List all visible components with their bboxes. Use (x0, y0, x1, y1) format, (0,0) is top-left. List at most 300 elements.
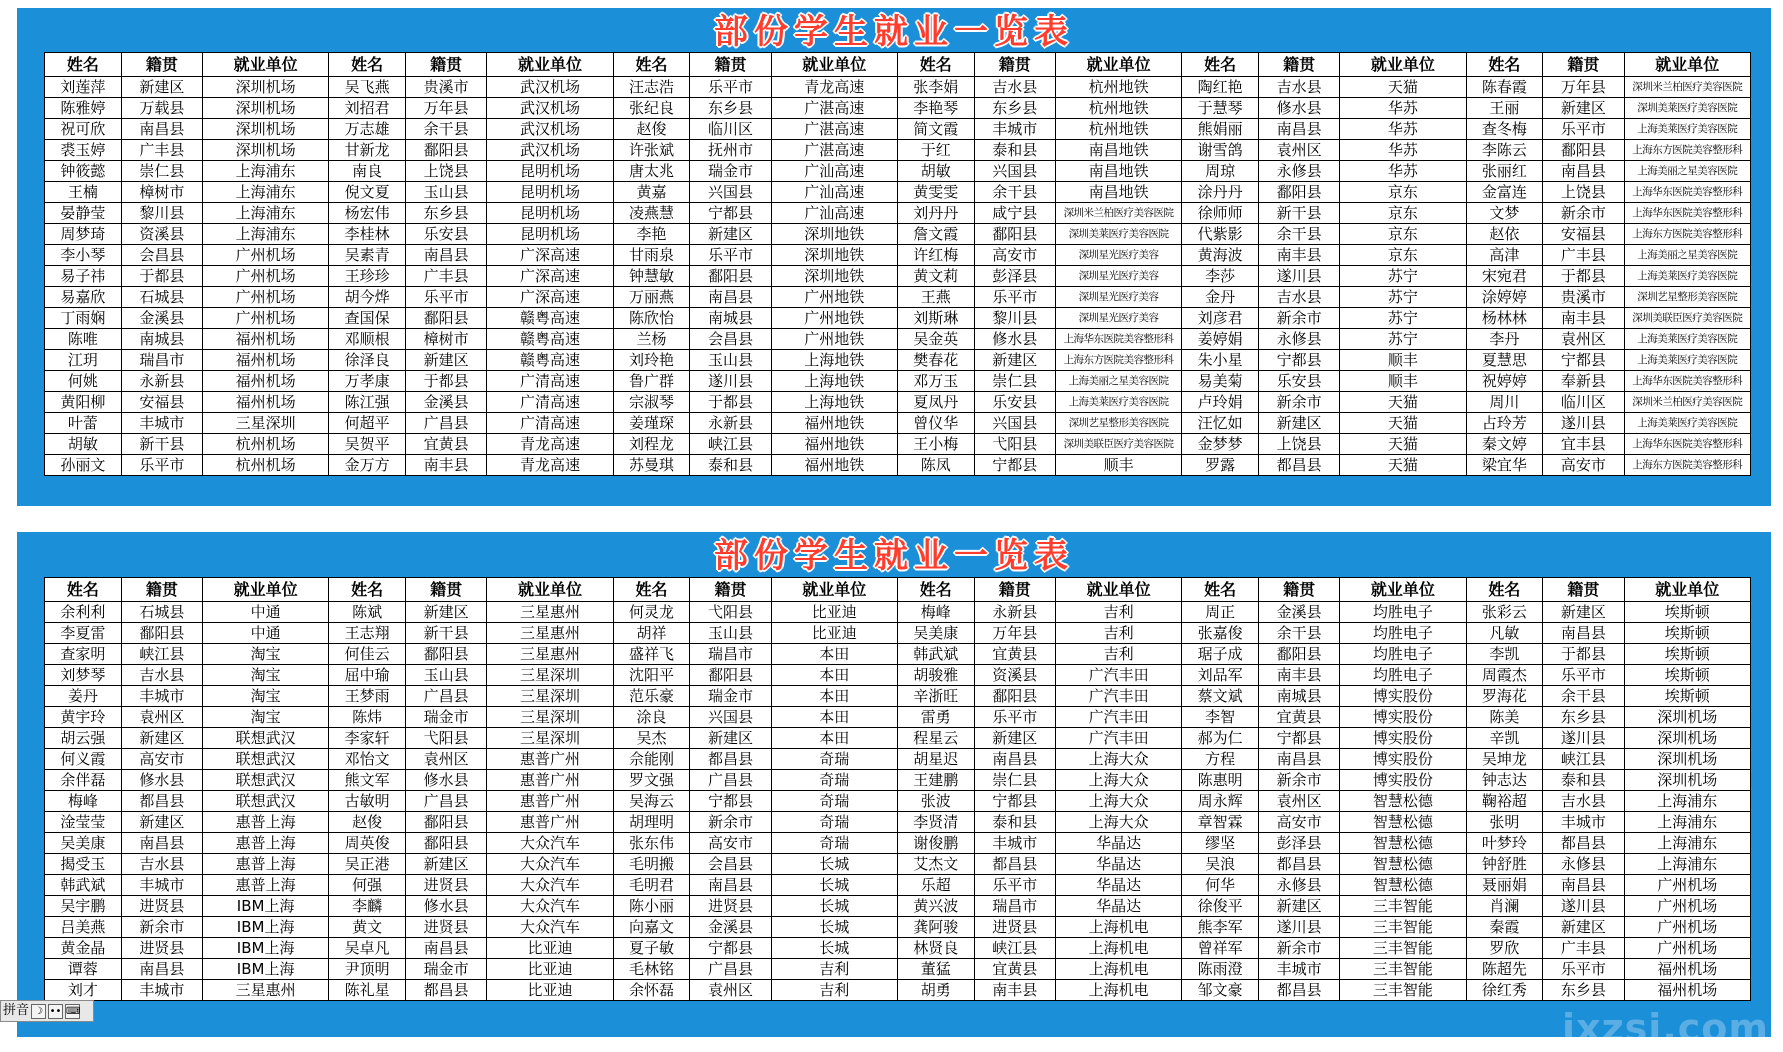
table-cell: 上海大众 (1055, 770, 1181, 791)
table-cell: 王珍珍 (329, 266, 406, 287)
table-cell: IBM上海 (202, 896, 328, 917)
table-cell: 何华 (1182, 875, 1259, 896)
table-cell: 乐超 (897, 875, 974, 896)
table-cell: 陶红艳 (1182, 77, 1259, 98)
table-cell: 樟树市 (406, 329, 487, 350)
table-cell: 惠普上海 (202, 875, 328, 896)
table-cell: 胡骏雅 (897, 665, 974, 686)
table-cell: 杭州机场 (202, 455, 328, 476)
table-cell: 王志翔 (329, 623, 406, 644)
table-cell: 吴贺平 (329, 434, 406, 455)
table-cell: 余干县 (1258, 623, 1339, 644)
table-cell: 三丰智能 (1340, 917, 1466, 938)
table-cell: 韩武斌 (45, 875, 122, 896)
table-cell: 上海美莱医疗美容医院 (1624, 119, 1750, 140)
table-cell: 上海浦东 (202, 161, 328, 182)
table-cell: 京东 (1340, 245, 1466, 266)
table-cell: 吉水县 (1258, 287, 1339, 308)
table-cell: 高安市 (121, 749, 202, 770)
table-cell: 赣粤高速 (487, 308, 613, 329)
table-cell: 王小梅 (897, 434, 974, 455)
table-cell: 淦莹莹 (45, 812, 122, 833)
table-cell: 广昌县 (406, 791, 487, 812)
table-cell: 黄宇玲 (45, 707, 122, 728)
table-cell: 淘宝 (202, 686, 328, 707)
table-cell: 于都县 (406, 371, 487, 392)
table-cell: 刘才 (45, 980, 122, 1001)
table-cell: 石城县 (121, 602, 202, 623)
table-cell: 京东 (1340, 182, 1466, 203)
table-cell: 三星深圳 (487, 686, 613, 707)
table-cell: 丰城市 (974, 119, 1055, 140)
table-cell: 许张斌 (613, 140, 690, 161)
table-cell: 上海机电 (1055, 917, 1181, 938)
table-cell: 广汽丰田 (1055, 686, 1181, 707)
table-cell: 深圳星光医疗美容 (1055, 266, 1181, 287)
table-row (45, 707, 1751, 728)
table-cell: 鄱阳县 (406, 140, 487, 161)
table-cell: 福州地铁 (771, 455, 897, 476)
table-cell: 青龙高速 (487, 455, 613, 476)
table-cell: 武汉机场 (487, 98, 613, 119)
table-cell: 沈阳平 (613, 665, 690, 686)
table-cell: 张纪良 (613, 98, 690, 119)
table-cell: 昆明机场 (487, 224, 613, 245)
column-header: 就业单位 (771, 53, 897, 77)
table-cell: 李桂林 (329, 224, 406, 245)
table-cell: 徐师师 (1182, 203, 1259, 224)
table-cell: 谢俊鹏 (897, 833, 974, 854)
table-cell: 余利利 (45, 602, 122, 623)
table-cell: 南昌地铁 (1055, 140, 1181, 161)
table-cell: 胡祥 (613, 623, 690, 644)
table-cell: 中通 (202, 602, 328, 623)
table-cell: 胡勇 (897, 980, 974, 1001)
table-cell: 罗露 (1182, 455, 1259, 476)
table-cell: 金富连 (1466, 182, 1543, 203)
table-cell: 雷勇 (897, 707, 974, 728)
table-cell: 进贤县 (974, 917, 1055, 938)
table-cell: 肖澜 (1466, 896, 1543, 917)
table-cell: 遂川县 (1543, 413, 1624, 434)
table-cell: 杭州地铁 (1055, 98, 1181, 119)
table-cell: 华苏 (1340, 161, 1466, 182)
table-cell: 樊春花 (897, 350, 974, 371)
table-cell: 陈礼星 (329, 980, 406, 1001)
table-cell: 广清高速 (487, 371, 613, 392)
table-cell: 大众汽车 (487, 854, 613, 875)
table-cell: 罗欣 (1466, 938, 1543, 959)
table-cell: 修水县 (974, 329, 1055, 350)
table-cell: 杭州机场 (202, 434, 328, 455)
column-header: 籍贯 (121, 53, 202, 77)
table-cell: 崇仁县 (974, 770, 1055, 791)
table-row (45, 119, 1751, 140)
table-row (45, 980, 1751, 1001)
column-header: 姓名 (329, 578, 406, 602)
column-header: 就业单位 (1055, 53, 1181, 77)
column-header: 姓名 (1466, 578, 1543, 602)
table-cell: 顺丰 (1340, 371, 1466, 392)
table-cell: 峡江县 (974, 938, 1055, 959)
table-cell: 余伴磊 (45, 770, 122, 791)
table-cell: 吉水县 (974, 77, 1055, 98)
column-header: 就业单位 (1340, 578, 1466, 602)
table-cell: 宜黄县 (974, 959, 1055, 980)
table-cell: 鄱阳县 (690, 665, 771, 686)
table-cell: 比亚迪 (487, 980, 613, 1001)
table-cell: 长城 (771, 917, 897, 938)
table-cell: 安福县 (1543, 224, 1624, 245)
table-row (45, 182, 1751, 203)
table-cell: 罗海花 (1466, 686, 1543, 707)
table-cell: 卢玲娟 (1182, 392, 1259, 413)
table-cell: 许红梅 (897, 245, 974, 266)
table-cell: 深圳艺星整形美容医院 (1624, 287, 1750, 308)
column-header: 姓名 (897, 53, 974, 77)
table-cell: 宁都县 (1258, 728, 1339, 749)
table-cell: 联想武汉 (202, 770, 328, 791)
table-cell: 惠普上海 (202, 812, 328, 833)
table-cell: 广汽丰田 (1055, 665, 1181, 686)
table-cell: 赵俊 (329, 812, 406, 833)
table-cell: 上海美丽之星美容医院 (1624, 161, 1750, 182)
table-cell: 本田 (771, 707, 897, 728)
table-cell: 上饶县 (1258, 434, 1339, 455)
table-cell: 福州地铁 (771, 413, 897, 434)
table-cell: 袁州区 (406, 749, 487, 770)
table-cell: 古敏明 (329, 791, 406, 812)
table-row (45, 266, 1751, 287)
table-cell: 蔡文斌 (1182, 686, 1259, 707)
table-row (45, 665, 1751, 686)
punctuation-dots[interactable]: •• (49, 1005, 62, 1017)
table-cell: 深圳机场 (202, 98, 328, 119)
table-cell: 广深高速 (487, 266, 613, 287)
table-cell: 李丹 (1466, 329, 1543, 350)
table-cell: 黄金晶 (45, 938, 122, 959)
table-cell: 张李娟 (897, 77, 974, 98)
table-cell: 新建区 (1543, 917, 1624, 938)
table-cell: 东乡县 (690, 98, 771, 119)
table-cell: 峡江县 (1543, 749, 1624, 770)
table-cell: 石城县 (121, 287, 202, 308)
table-cell: 晏静莹 (45, 203, 122, 224)
table-cell: 占玲芳 (1466, 413, 1543, 434)
table-row (45, 917, 1751, 938)
table-cell: 比亚迪 (487, 938, 613, 959)
table-cell: 东乡县 (406, 203, 487, 224)
table-cell: 永修县 (1543, 854, 1624, 875)
table-cell: 胡今烨 (329, 287, 406, 308)
table-cell: 高安市 (1258, 812, 1339, 833)
table-cell: 胡云强 (45, 728, 122, 749)
table-cell: 王丽 (1466, 98, 1543, 119)
table-cell: 查家明 (45, 644, 122, 665)
table-cell: 黄文莉 (897, 266, 974, 287)
table-cell: 深圳星光医疗美容 (1055, 245, 1181, 266)
table-cell: 新建区 (406, 350, 487, 371)
table-cell: 苏宁 (1340, 266, 1466, 287)
table-cell: 鲁广群 (613, 371, 690, 392)
table-cell: 董猛 (897, 959, 974, 980)
table-cell: 余干县 (406, 119, 487, 140)
table-cell: 深圳机场 (1624, 749, 1750, 770)
table-cell: 三星深圳 (487, 707, 613, 728)
table-cell: 上海美莱医疗美容医院 (1624, 350, 1750, 371)
table-cell: 深圳美莱医疗美容医院 (1624, 98, 1750, 119)
table-cell: 程星云 (897, 728, 974, 749)
table-cell: 鄱阳县 (1258, 182, 1339, 203)
table-cell: 盛祥飞 (613, 644, 690, 665)
table-cell: 泰和县 (1543, 770, 1624, 791)
table-cell: 上海浦东 (1624, 854, 1750, 875)
table-cell: 何强 (329, 875, 406, 896)
table-cell: 青龙高速 (771, 77, 897, 98)
table-cell: 深圳米兰柏医疗美容医院 (1624, 77, 1750, 98)
table-cell: 深圳机场 (1624, 707, 1750, 728)
ime-mode-label[interactable]: 拼音 (3, 1003, 30, 1018)
table-cell: 李麟 (329, 896, 406, 917)
table-cell: 广州机场 (202, 266, 328, 287)
table-cell: 高安市 (690, 833, 771, 854)
table-cell: 鄱阳县 (974, 686, 1055, 707)
table-cell: 张彩云 (1466, 602, 1543, 623)
table-cell: 大众汽车 (487, 833, 613, 854)
table-row (45, 308, 1751, 329)
table-cell: 三星深圳 (487, 728, 613, 749)
table-cell: 福州机场 (202, 329, 328, 350)
table-cell: 陈雨澄 (1182, 959, 1259, 980)
table-cell: 上海华东医院美容整形科 (1624, 434, 1750, 455)
column-header: 籍贯 (1543, 578, 1624, 602)
table-cell: 熊娟丽 (1182, 119, 1259, 140)
table-cell: 深圳美莱医疗美容医院 (1055, 224, 1181, 245)
table-cell: 新余市 (690, 812, 771, 833)
table-cell: 上海浦东 (1624, 791, 1750, 812)
table-cell: 玉山县 (406, 182, 487, 203)
table-cell: 甘雨泉 (613, 245, 690, 266)
table-cell: 杨林林 (1466, 308, 1543, 329)
table-cell: 广州地铁 (771, 329, 897, 350)
table-cell: 鄱阳县 (406, 644, 487, 665)
table-cell: 缪坚 (1182, 833, 1259, 854)
table-cell: 埃斯顿 (1624, 686, 1750, 707)
table-cell: 兴国县 (690, 182, 771, 203)
table-cell: 凡敏 (1466, 623, 1543, 644)
table-cell: 华晶达 (1055, 854, 1181, 875)
table-row (45, 224, 1751, 245)
table-cell: 深圳地铁 (771, 266, 897, 287)
column-header: 姓名 (1466, 53, 1543, 77)
table-cell: 均胜电子 (1340, 644, 1466, 665)
keyboard-icon[interactable]: ⌨ (66, 1005, 81, 1017)
table-row (45, 959, 1751, 980)
table-cell: 乐平市 (1543, 959, 1624, 980)
table-cell: 上海浦东 (202, 203, 328, 224)
table-cell: 樟树市 (121, 182, 202, 203)
table-cell: 福州机场 (202, 392, 328, 413)
table-cell: 王楠 (45, 182, 122, 203)
table-row (45, 749, 1751, 770)
table-row (45, 875, 1751, 896)
table-cell: 新余市 (1258, 938, 1339, 959)
table-cell: 宁都县 (690, 791, 771, 812)
table-cell: 余干县 (1258, 224, 1339, 245)
table-cell: 奇瑞 (771, 833, 897, 854)
table-cell: 鄱阳县 (1543, 140, 1624, 161)
table-cell: 乐平市 (406, 287, 487, 308)
table-cell: 万载县 (121, 98, 202, 119)
table-cell: 万年县 (974, 623, 1055, 644)
table-cell: 宁都县 (974, 455, 1055, 476)
table-cell: 联想武汉 (202, 749, 328, 770)
table-cell: 梅峰 (897, 602, 974, 623)
table-cell: 宜丰县 (1543, 434, 1624, 455)
table-cell: 姜婷娟 (1182, 329, 1259, 350)
table-cell: 于都县 (1543, 644, 1624, 665)
table-row (45, 938, 1751, 959)
table-cell: 毛林铭 (613, 959, 690, 980)
table-cell: 刘梦琴 (45, 665, 122, 686)
table-cell: 华苏 (1340, 140, 1466, 161)
column-header: 籍贯 (1543, 53, 1624, 77)
table-cell: 文梦 (1466, 203, 1543, 224)
table-cell: 邹文豪 (1182, 980, 1259, 1001)
table-cell: 永新县 (974, 602, 1055, 623)
table-cell: 三丰智能 (1340, 938, 1466, 959)
table-cell: 兴国县 (974, 413, 1055, 434)
table-cell: 宁都县 (1258, 350, 1339, 371)
table-cell: 胡星迟 (897, 749, 974, 770)
table-cell: 惠普上海 (202, 854, 328, 875)
table-cell: 丁雨娴 (45, 308, 122, 329)
table-cell: 金万方 (329, 455, 406, 476)
table-cell: 玉山县 (690, 623, 771, 644)
table-cell: 顺丰 (1055, 455, 1181, 476)
table-cell: 上海机电 (1055, 980, 1181, 1001)
table-cell: 深圳机场 (202, 77, 328, 98)
table-cell: 张明 (1466, 812, 1543, 833)
table-cell: 乐平市 (1543, 665, 1624, 686)
table-cell: 邓怡文 (329, 749, 406, 770)
table-cell: 章智霖 (1182, 812, 1259, 833)
table-cell: 玉山县 (406, 665, 487, 686)
employment-table (44, 577, 1751, 1001)
table-cell: 琚子成 (1182, 644, 1259, 665)
table-cell: 新建区 (1543, 98, 1624, 119)
table-cell: 乐平市 (974, 707, 1055, 728)
table-cell: 广州地铁 (771, 287, 897, 308)
table-cell: 谢雪鸽 (1182, 140, 1259, 161)
table-cell: 京东 (1340, 203, 1466, 224)
table-row (45, 203, 1751, 224)
table-cell: 弋阳县 (690, 602, 771, 623)
table-cell: 均胜电子 (1340, 665, 1466, 686)
table-cell: 资溪县 (974, 665, 1055, 686)
table-cell: 黎川县 (974, 308, 1055, 329)
table-cell: 袁州区 (690, 980, 771, 1001)
table-cell: 万孝康 (329, 371, 406, 392)
table-cell: 熊李军 (1182, 917, 1259, 938)
table-cell: 乐安县 (406, 224, 487, 245)
table-cell: 凌燕慧 (613, 203, 690, 224)
table-cell: 华晶达 (1055, 875, 1181, 896)
table-cell: 丰城市 (121, 686, 202, 707)
table-cell: 叶蕾 (45, 413, 122, 434)
column-header: 就业单位 (1055, 578, 1181, 602)
table-cell: 乐安县 (1258, 371, 1339, 392)
table-cell: 奇瑞 (771, 770, 897, 791)
column-header: 籍贯 (690, 53, 771, 77)
table-cell: 永修县 (1258, 161, 1339, 182)
table-cell: 金溪县 (406, 392, 487, 413)
table-cell: 李小琴 (45, 245, 122, 266)
table-cell: 昆明机场 (487, 182, 613, 203)
table-cell: 比亚迪 (771, 623, 897, 644)
table-cell: 华苏 (1340, 119, 1466, 140)
ime-toolbar[interactable] (0, 1000, 94, 1022)
table-cell: 中通 (202, 623, 328, 644)
table-cell: 吴卓凡 (329, 938, 406, 959)
table-cell: 黄文 (329, 917, 406, 938)
table-row (45, 161, 1751, 182)
table-cell: 李贤清 (897, 812, 974, 833)
table-cell: 吴浪 (1182, 854, 1259, 875)
table-cell: 南昌县 (121, 119, 202, 140)
table-row (45, 728, 1751, 749)
employment-panel-2 (17, 532, 1771, 1037)
moon-icon[interactable]: ☽ (31, 1004, 46, 1019)
table-cell: 上海东方医院美容整形科 (1624, 455, 1750, 476)
table-cell: 联想武汉 (202, 728, 328, 749)
table-cell: 邓万玉 (897, 371, 974, 392)
table-cell: 南昌县 (690, 875, 771, 896)
table-cell: 乐平市 (690, 245, 771, 266)
table-cell: 天猫 (1340, 434, 1466, 455)
table-cell: 万志雄 (329, 119, 406, 140)
table-cell: 上海机电 (1055, 938, 1181, 959)
table-cell: 青龙高速 (487, 434, 613, 455)
table-cell: 袁州区 (1258, 140, 1339, 161)
table-cell: 深圳艺星整形美容医院 (1055, 413, 1181, 434)
table-cell: 广州机场 (1624, 875, 1750, 896)
table-cell: 新建区 (1258, 896, 1339, 917)
table-cell: 李智 (1182, 707, 1259, 728)
table-cell: 简文霞 (897, 119, 974, 140)
table-cell: 周琼 (1182, 161, 1259, 182)
column-header: 籍贯 (121, 578, 202, 602)
table-cell: 宁都县 (690, 938, 771, 959)
table-cell: 罗文强 (613, 770, 690, 791)
table-cell: 广深高速 (487, 245, 613, 266)
table-cell: 尹顶明 (329, 959, 406, 980)
table-cell: 惠普广州 (487, 749, 613, 770)
table-cell: 南昌县 (121, 959, 202, 980)
table-cell: 天猫 (1340, 413, 1466, 434)
table-row (45, 77, 1751, 98)
table-cell: 联想武汉 (202, 791, 328, 812)
table-cell: 广深高速 (487, 287, 613, 308)
table-cell: 天猫 (1340, 77, 1466, 98)
table-cell: 三星惠州 (487, 623, 613, 644)
table-cell: 福州机场 (1624, 980, 1750, 1001)
table-cell: 高安市 (974, 245, 1055, 266)
table-cell: 惠普上海 (202, 833, 328, 854)
table-cell: 乐平市 (974, 875, 1055, 896)
table-row (45, 896, 1751, 917)
table-cell: 胡理明 (613, 812, 690, 833)
